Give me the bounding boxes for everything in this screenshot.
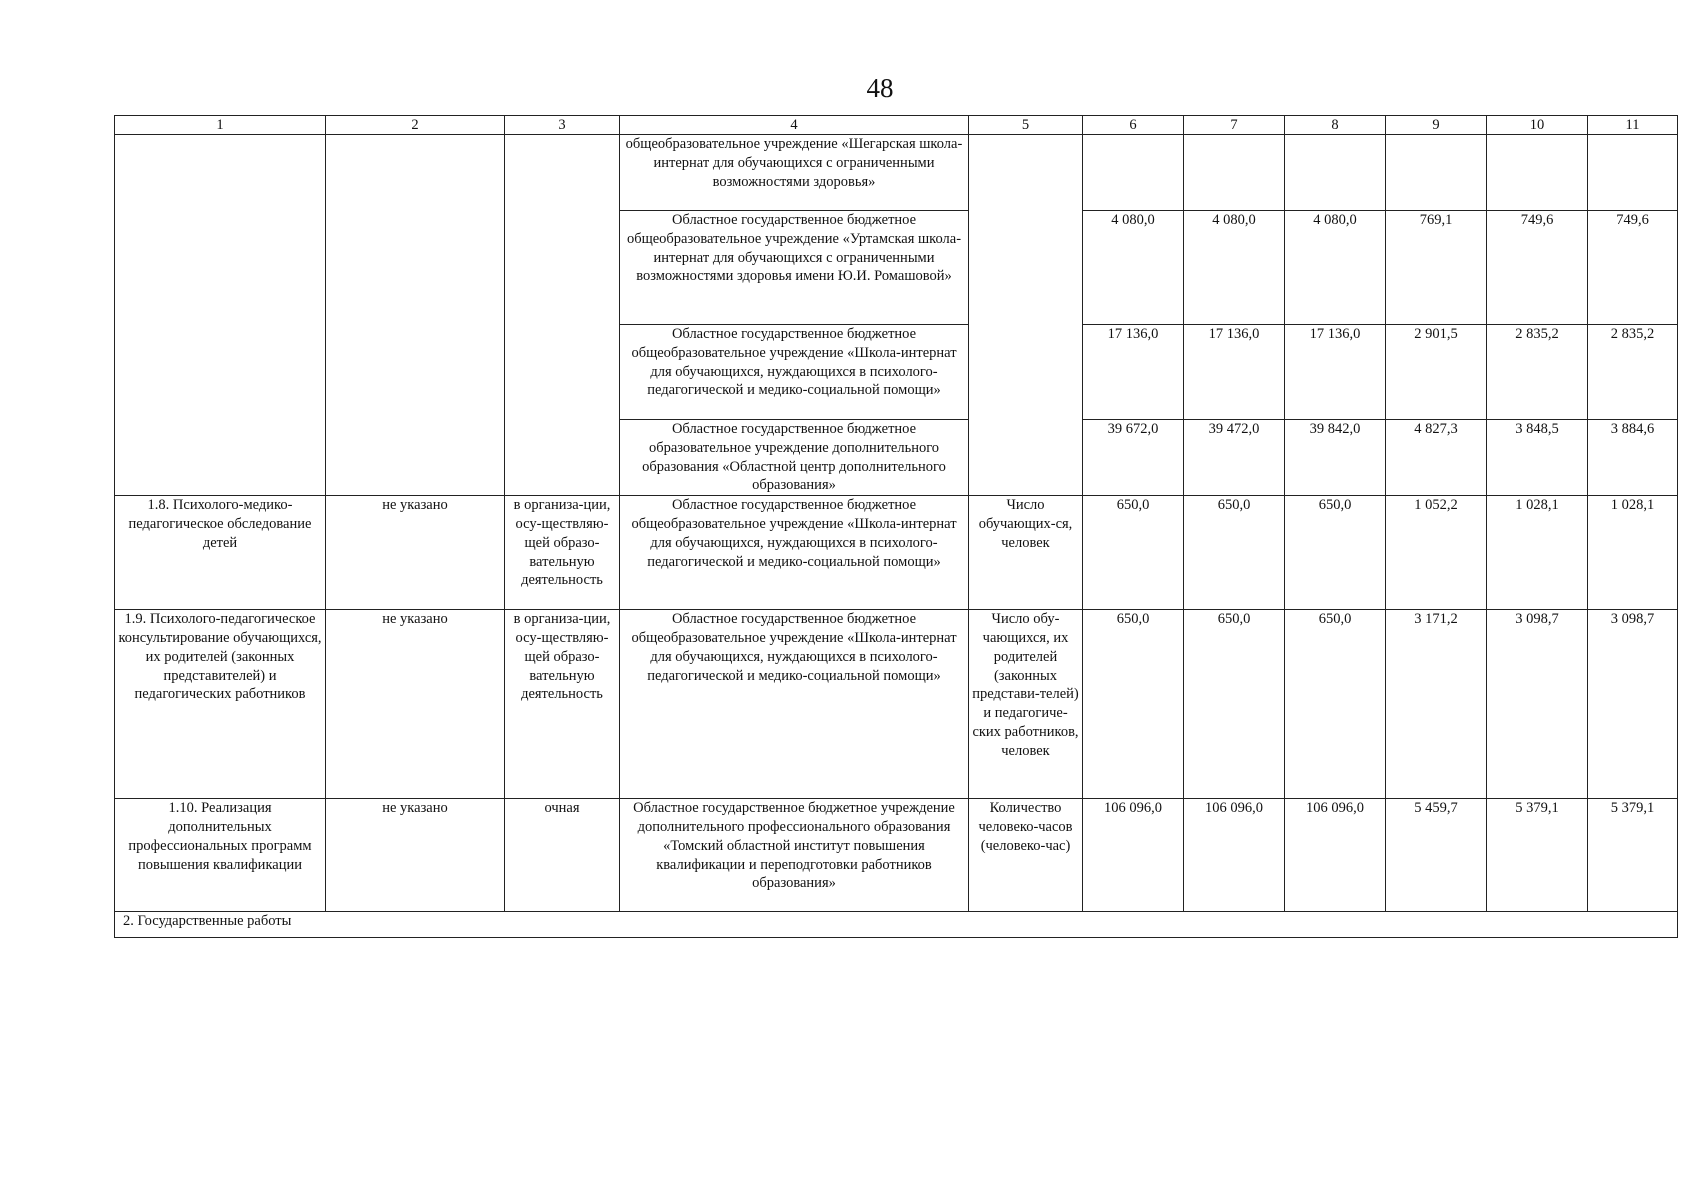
- column-number: 11: [1588, 116, 1678, 135]
- page-number: 48: [866, 73, 894, 103]
- value-cell: 650,0: [1285, 610, 1386, 799]
- column-number-row: [115, 116, 1678, 135]
- value-cell: [1487, 135, 1588, 211]
- institution-cell: общеобразовательное учреждение «Шегарская школа-интернат для обучающихся с ограниченными возможностями здоровья»: [620, 135, 969, 211]
- value-cell: 749,6: [1487, 211, 1588, 325]
- value-cell: 4 827,3: [1386, 420, 1487, 496]
- column-number: 6: [1083, 116, 1184, 135]
- value-cell: 1 052,2: [1386, 496, 1487, 610]
- section-heading: 2. Государственные работы: [115, 912, 1678, 938]
- value-cell: 650,0: [1184, 496, 1285, 610]
- value-cell: 650,0: [1083, 610, 1184, 799]
- form-cell: в организа-ции, осу-ществляю-щей образо-вательную деятельность: [505, 496, 620, 610]
- column-number: 5: [969, 116, 1083, 135]
- value-cell: 106 096,0: [1285, 799, 1386, 912]
- value-cell: 4 080,0: [1083, 211, 1184, 325]
- value-cell: 4 080,0: [1184, 211, 1285, 325]
- section-row: [115, 912, 1678, 938]
- service-name-cell: [115, 135, 326, 496]
- service-name-cell: 1.9. Психолого-педагогическое консультирование обучающихся, их родителей (законных представителей) и педагогических работников: [115, 610, 326, 799]
- content-cell: не указано: [326, 799, 505, 912]
- column-number: 8: [1285, 116, 1386, 135]
- value-cell: 5 459,7: [1386, 799, 1487, 912]
- value-cell: 3 098,7: [1487, 610, 1588, 799]
- column-number: 1: [115, 116, 326, 135]
- value-cell: [1588, 135, 1678, 211]
- column-number: 7: [1184, 116, 1285, 135]
- content-cell: не указано: [326, 496, 505, 610]
- institution-cell: Областное государственное бюджетное образовательное учреждение дополнительного образования «Областной центр дополнительного образования»: [620, 420, 969, 496]
- service-name-cell: 1.8. Психолого-медико-педагогическое обследование детей: [115, 496, 326, 610]
- column-number: 3: [505, 116, 620, 135]
- value-cell: 17 136,0: [1285, 325, 1386, 420]
- value-cell: 3 884,6: [1588, 420, 1678, 496]
- table-row: [115, 610, 1678, 799]
- indicator-cell: [969, 135, 1083, 496]
- value-cell: 106 096,0: [1083, 799, 1184, 912]
- institution-cell: Областное государственное бюджетное учреждение дополнительного профессионального образования «Томский областной институт повышения квалификации и переподготовки работников образования»: [620, 799, 969, 912]
- data-table: [114, 115, 1678, 938]
- value-cell: 1 028,1: [1588, 496, 1678, 610]
- value-cell: 39 842,0: [1285, 420, 1386, 496]
- value-cell: 749,6: [1588, 211, 1678, 325]
- table-row: [115, 135, 1678, 211]
- value-cell: 5 379,1: [1487, 799, 1588, 912]
- value-cell: 106 096,0: [1184, 799, 1285, 912]
- value-cell: [1083, 135, 1184, 211]
- column-number: 9: [1386, 116, 1487, 135]
- value-cell: 39 472,0: [1184, 420, 1285, 496]
- value-cell: 3 098,7: [1588, 610, 1678, 799]
- content-cell: не указано: [326, 610, 505, 799]
- form-cell: очная: [505, 799, 620, 912]
- service-name-cell: 1.10. Реализация дополнительных профессиональных программ повышения квалификации: [115, 799, 326, 912]
- value-cell: 2 835,2: [1588, 325, 1678, 420]
- value-cell: 39 672,0: [1083, 420, 1184, 496]
- table-row: [115, 496, 1678, 610]
- value-cell: 650,0: [1184, 610, 1285, 799]
- value-cell: 2 901,5: [1386, 325, 1487, 420]
- column-number: 10: [1487, 116, 1588, 135]
- value-cell: 650,0: [1285, 496, 1386, 610]
- value-cell: 17 136,0: [1184, 325, 1285, 420]
- value-cell: 769,1: [1386, 211, 1487, 325]
- institution-cell: Областное государственное бюджетное общеобразовательное учреждение «Школа-интернат для обучающихся, нуждающихся в психолого-педагогической и медико-социальной помощи»: [620, 610, 969, 799]
- institution-cell: Областное государственное бюджетное общеобразовательное учреждение «Школа-интернат для обучающихся, нуждающихся в психолого-педагогической и медико-социальной помощи»: [620, 325, 969, 420]
- indicator-cell: Число обучающих-ся, человек: [969, 496, 1083, 610]
- value-cell: 3 848,5: [1487, 420, 1588, 496]
- column-number: 4: [620, 116, 969, 135]
- form-cell: [505, 135, 620, 496]
- value-cell: [1184, 135, 1285, 211]
- value-cell: [1386, 135, 1487, 211]
- value-cell: 5 379,1: [1588, 799, 1678, 912]
- indicator-cell: Количество человеко-часов (человеко-час): [969, 799, 1083, 912]
- value-cell: 1 028,1: [1487, 496, 1588, 610]
- value-cell: 2 835,2: [1487, 325, 1588, 420]
- table-row: [115, 799, 1678, 912]
- value-cell: 3 171,2: [1386, 610, 1487, 799]
- value-cell: 17 136,0: [1083, 325, 1184, 420]
- institution-cell: Областное государственное бюджетное общеобразовательное учреждение «Школа-интернат для обучающихся, нуждающихся в психолого-педагогической и медико-социальной помощи»: [620, 496, 969, 610]
- value-cell: 650,0: [1083, 496, 1184, 610]
- form-cell: в организа-ции, осу-ществляю-щей образо-вательную деятельность: [505, 610, 620, 799]
- institution-cell: Областное государственное бюджетное общеобразовательное учреждение «Уртамская школа-интернат для обучающихся с ограниченными возможностями здоровья имени Ю.И. Ромашовой»: [620, 211, 969, 325]
- indicator-cell: Число обу-чающихся, их родителей (законных представи-телей) и педагогиче-ских работников, человек: [969, 610, 1083, 799]
- value-cell: 4 080,0: [1285, 211, 1386, 325]
- content-cell: [326, 135, 505, 496]
- value-cell: [1285, 135, 1386, 211]
- column-number: 2: [326, 116, 505, 135]
